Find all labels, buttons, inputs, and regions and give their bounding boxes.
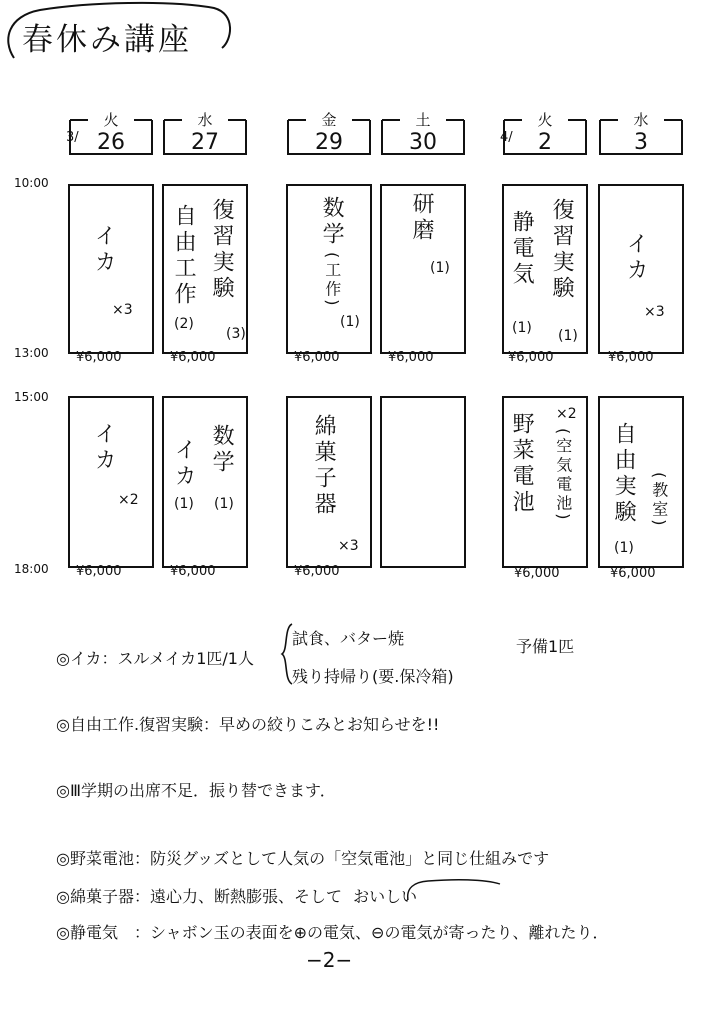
schedule-cell [598, 396, 684, 568]
weekday: 水 [197, 111, 213, 129]
course-sub: (空気電池) [553, 428, 573, 523]
price: ¥6,000 [388, 350, 434, 365]
oishii-bubble [404, 878, 504, 902]
price: ¥6,000 [514, 566, 560, 581]
note-sei: ◎静電気 ：シャボン玉の表面を⊕の電気、⊖の電気が寄ったり、離れたり． [56, 923, 609, 942]
page-number: −2− [306, 948, 353, 972]
course-count: ×3 [112, 302, 133, 318]
price: ¥6,000 [610, 566, 656, 581]
month: 3/ [66, 130, 79, 145]
course-count: (1) [340, 314, 360, 330]
time-end-morning: 13:00 [14, 346, 49, 360]
course-count: ×3 [338, 538, 359, 554]
schedule-cell [68, 396, 154, 568]
weekday: 火 [537, 111, 553, 129]
date: 30 [409, 130, 437, 155]
page-title: 春休み講座 [22, 22, 192, 58]
date-header-4 [380, 111, 466, 156]
course-name: 綿菓子器 [311, 414, 337, 518]
schedule-cell [286, 396, 372, 568]
time-start-afternoon: 15:00 [14, 390, 49, 404]
course-count: (1) [558, 328, 578, 344]
title-bubble [0, 0, 236, 68]
time-end-afternoon: 18:00 [14, 562, 49, 576]
course-count: ×3 [644, 304, 665, 320]
schedule-cell [286, 184, 372, 354]
course-name: 復習実験 [549, 198, 575, 302]
month: 4/ [500, 130, 513, 145]
note-term: ◎Ⅲ学期の出席不足．振り替できます． [56, 781, 336, 800]
note-wata-oishii: おいしい [353, 887, 418, 906]
schedule-cell [502, 184, 588, 354]
weekday: 火 [103, 111, 119, 129]
note-ika-takehome: 残り持帰り(要.保冷箱) [292, 667, 454, 686]
course-name: 自由工作 [171, 204, 197, 308]
course-name: 研磨 [409, 192, 435, 244]
course-name: イカ [171, 438, 197, 490]
date-header-3 [286, 111, 372, 156]
price: ¥6,000 [508, 350, 554, 365]
weekday: 金 [321, 111, 337, 129]
price: ¥6,000 [170, 564, 216, 579]
schedule-cell [502, 396, 588, 568]
course-sub: (工作) [322, 252, 342, 309]
price: ¥6,000 [76, 564, 122, 579]
course-count: (1) [174, 496, 194, 512]
course-name: 自由実験 [611, 422, 637, 526]
note-yasai: ◎野菜電池：防災グッズとして人気の「空気電池」と同じ仕組みです [56, 849, 550, 868]
time-start-morning: 10:00 [14, 176, 49, 190]
schedule-cell [162, 396, 248, 568]
weekday: 土 [415, 111, 431, 129]
course-count: (2) [174, 316, 194, 332]
date-header-2 [162, 111, 248, 156]
course-count: ×2 [118, 492, 139, 508]
course-name: イカ [623, 232, 649, 284]
course-count: ×2 [556, 406, 577, 422]
date: 27 [191, 130, 219, 155]
course-count: (3) [226, 326, 246, 342]
note-ika: ◎イカ：スルメイカ1匹/1人 [56, 649, 254, 668]
course-sub: (教室) [649, 472, 669, 529]
course-name: イカ [91, 224, 117, 276]
date: 3 [634, 130, 648, 155]
date: 29 [315, 130, 343, 155]
date: 26 [97, 130, 125, 155]
course-count: (1) [512, 320, 532, 336]
course-count: (1) [430, 260, 450, 276]
price: ¥6,000 [294, 564, 340, 579]
note-ika-tasting: 試食、バター焼 [292, 629, 405, 648]
price: ¥6,000 [608, 350, 654, 365]
note-jiyu: ◎自由工作.復習実験：早めの絞りこみとお知らせを!! [56, 715, 440, 734]
schedule-cell [380, 184, 466, 354]
price: ¥6,000 [76, 350, 122, 365]
date: 2 [538, 130, 552, 155]
note-ika-reserve: 予備1匹 [516, 637, 575, 656]
course-count: (1) [614, 540, 634, 556]
schedule-cell [162, 184, 248, 354]
schedule-cell [598, 184, 684, 354]
course-count: (1) [214, 496, 234, 512]
weekday: 水 [633, 111, 649, 129]
price: ¥6,000 [170, 350, 216, 365]
course-name: 復習実験 [209, 198, 235, 302]
course-name: 静電気 [509, 210, 535, 288]
schedule-cell-empty [380, 396, 466, 568]
course-name: 野菜電池 [509, 412, 535, 516]
date-header-1 [66, 111, 154, 156]
price: ¥6,000 [294, 350, 340, 365]
course-name: イカ [91, 422, 117, 474]
course-name: 数学 [209, 424, 235, 476]
date-header-6 [598, 111, 684, 156]
note-wata-text: ◎綿菓子器：遠心力、断熱膨張、そして [56, 887, 342, 906]
date-header-5 [500, 111, 588, 156]
note-wata [56, 884, 417, 907]
course-name: 数学 [319, 196, 345, 248]
schedule-cell [68, 184, 154, 354]
